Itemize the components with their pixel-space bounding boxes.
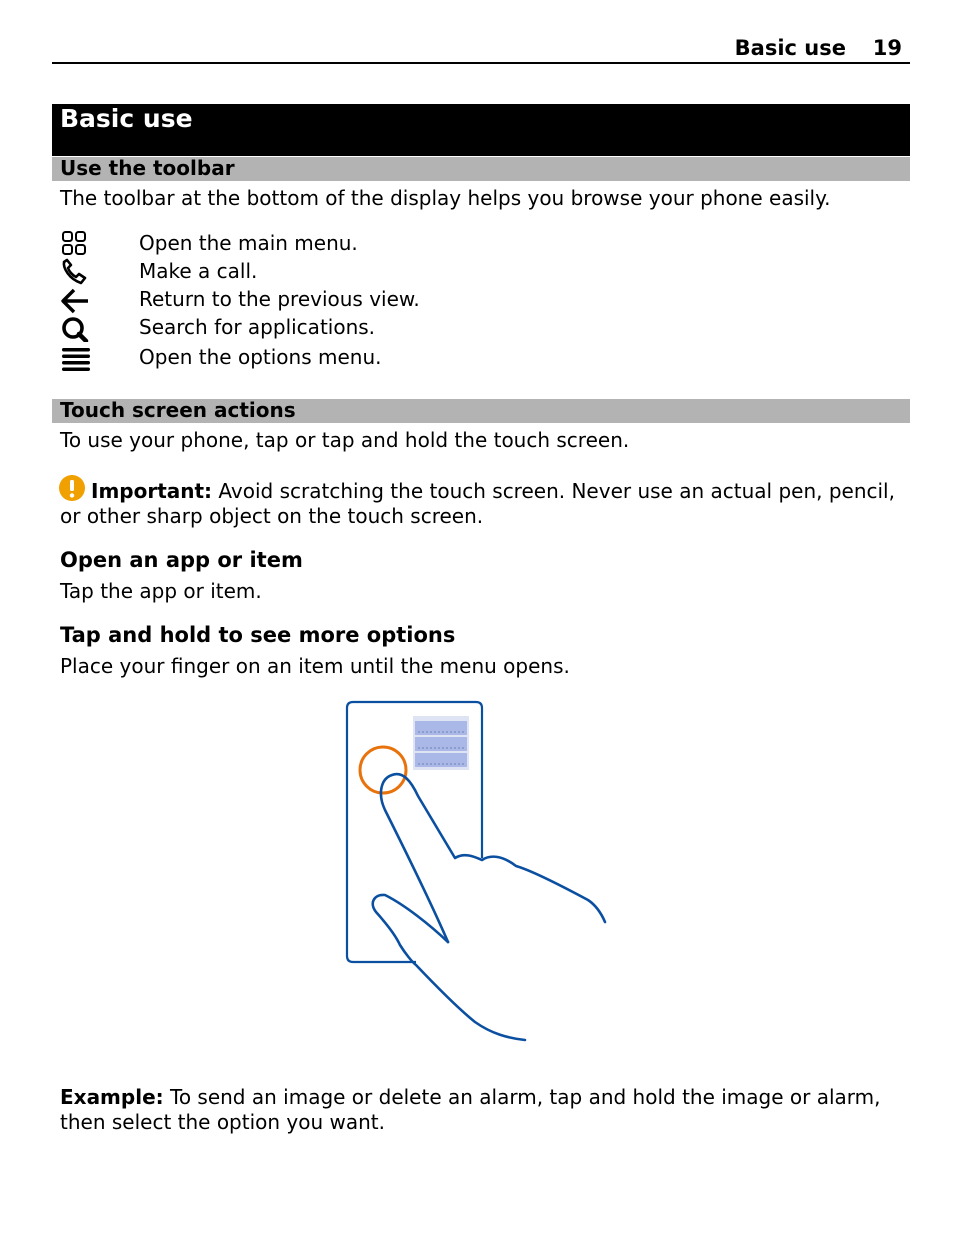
important-note [60, 479, 900, 529]
toolbar-item-back [60, 286, 460, 314]
section-heading-touch [52, 399, 910, 423]
section-heading-text: Touch screen actions [60, 398, 296, 422]
chapter-title-bar [52, 104, 910, 156]
example-label: Example: [60, 1085, 164, 1109]
context-menu-panel [413, 716, 469, 770]
toolbar-item-search [60, 314, 460, 342]
example-note [60, 1085, 910, 1135]
open-app-text: Tap the app or item. [60, 579, 262, 603]
phone-icon [60, 258, 90, 286]
section-heading-text: Use the toolbar [60, 156, 235, 180]
open-app-heading: Open an app or item [60, 548, 303, 572]
toolbar-item-options [60, 344, 460, 372]
toolbar-item-call [60, 258, 460, 286]
touch-intro: To use your phone, tap or tap and hold the touch screen. [60, 428, 630, 452]
chapter-title: Basic use [60, 104, 193, 133]
important-label: Important: [91, 479, 213, 503]
page-number: 19 [872, 36, 902, 60]
running-head [52, 34, 910, 64]
example-text: To send an image or delete an alarm, tap and hold the image or alarm, then select the option you want. [60, 1085, 881, 1134]
running-head-title: Basic use [734, 36, 846, 60]
back-arrow-icon [60, 286, 90, 314]
toolbar-item-text: Open the main menu. [139, 231, 358, 255]
tap-hold-heading: Tap and hold to see more options [60, 623, 456, 647]
hand-drawing [381, 774, 605, 942]
toolbar-item-main-menu [60, 230, 460, 258]
main-menu-icon [60, 230, 90, 258]
toolbar-item-text: Search for applications. [139, 315, 376, 339]
search-icon [60, 314, 90, 342]
toolbar-item-text: Make a call. [139, 259, 258, 283]
section-heading-toolbar [52, 157, 910, 181]
options-menu-icon [60, 344, 90, 372]
toolbar-item-text: Return to the previous view. [139, 287, 420, 311]
tap-hold-illustration [330, 690, 630, 1060]
toolbar-intro: The toolbar at the bottom of the display helps you browse your phone easily. [60, 186, 831, 210]
tap-hold-text: Place your finger on an item until the menu opens. [60, 654, 570, 678]
toolbar-item-text: Open the options menu. [139, 345, 382, 369]
important-text: Avoid scratching the touch screen. Never use an actual pen, pencil, or other sharp object on the touch screen. [60, 479, 895, 528]
